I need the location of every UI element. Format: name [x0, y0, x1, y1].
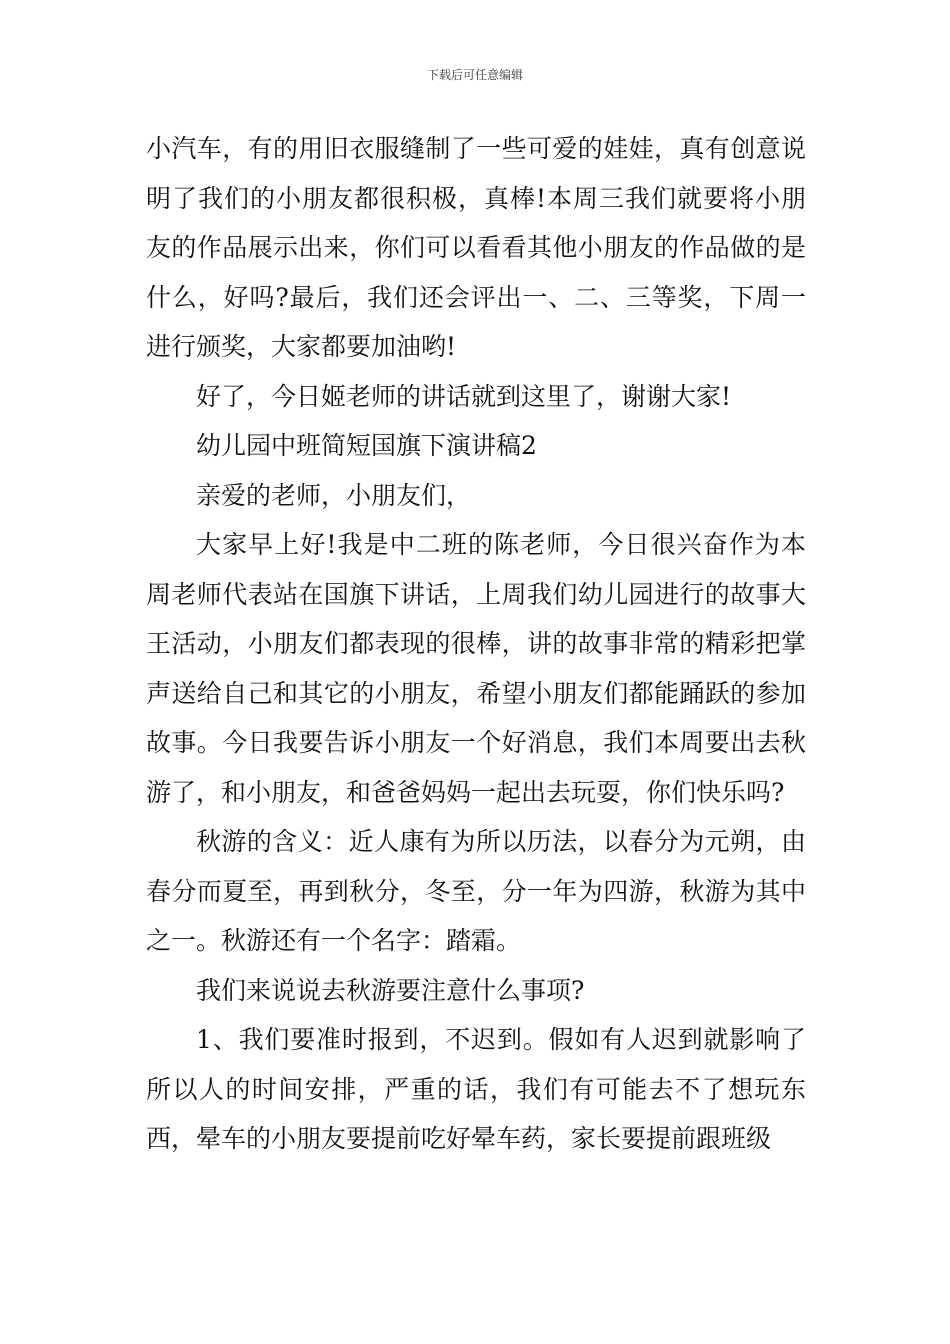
- paragraph-greeting: 亲爱的老师，小朋友们，: [196, 480, 472, 510]
- page-header-note: 下载后可任意编辑: [426, 68, 523, 82]
- paragraph-continued: 小汽车，有的用旧衣服缝制了一些可爱的娃娃，真有创意说明了我们的小朋友都很积极，真棒!本周三我们就要将小朋友的作品展示出来，你们可以看看其他小朋友的作品做的是什么，好吗?最后，我们还会评出一、二、三等奖，下周一进行颁奖，大家都要加油哟!: [146, 134, 806, 361]
- paragraph-notice-question: 我们来说说去秋游要注意什么事项?: [196, 975, 585, 1005]
- paragraph-closing: 好了，今日姬老师的讲话就到这里了，谢谢大家!: [196, 381, 732, 411]
- paragraph-autumn-meaning: 秋游的含义：近人康有为所以历法，以春分为元朔，由春分而夏至，再到秋分，冬至，分一年为四游，秋游为其中之一。秋游还有一个名字：踏霜。: [146, 827, 806, 955]
- paragraph-rule-1: 1、我们要准时报到，不迟到。假如有人迟到就影响了所以人的时间安排，严重的话，我们有可能去不了想玩东西，晕车的小朋友要提前吃好晕车药，家长要提前跟班级: [146, 1025, 806, 1153]
- paragraph-intro: 大家早上好!我是中二班的陈老师，今日很兴奋作为本周老师代表站在国旗下讲话，上周我们幼儿园进行的故事大王活动，小朋友们都表现的很棒，讲的故事非常的精彩把掌声送给自己和其它的小朋友，希望小朋友们都能踊跃的参加故事。今日我要告诉小朋友一个好消息，我们本周要出去秋游了，和小朋友，和爸爸妈妈一起出去玩耍，你们快乐吗?: [146, 530, 806, 807]
- section-title: 幼儿园中班简短国旗下演讲稿2: [196, 431, 537, 460]
- document-body: [146, 124, 806, 1164]
